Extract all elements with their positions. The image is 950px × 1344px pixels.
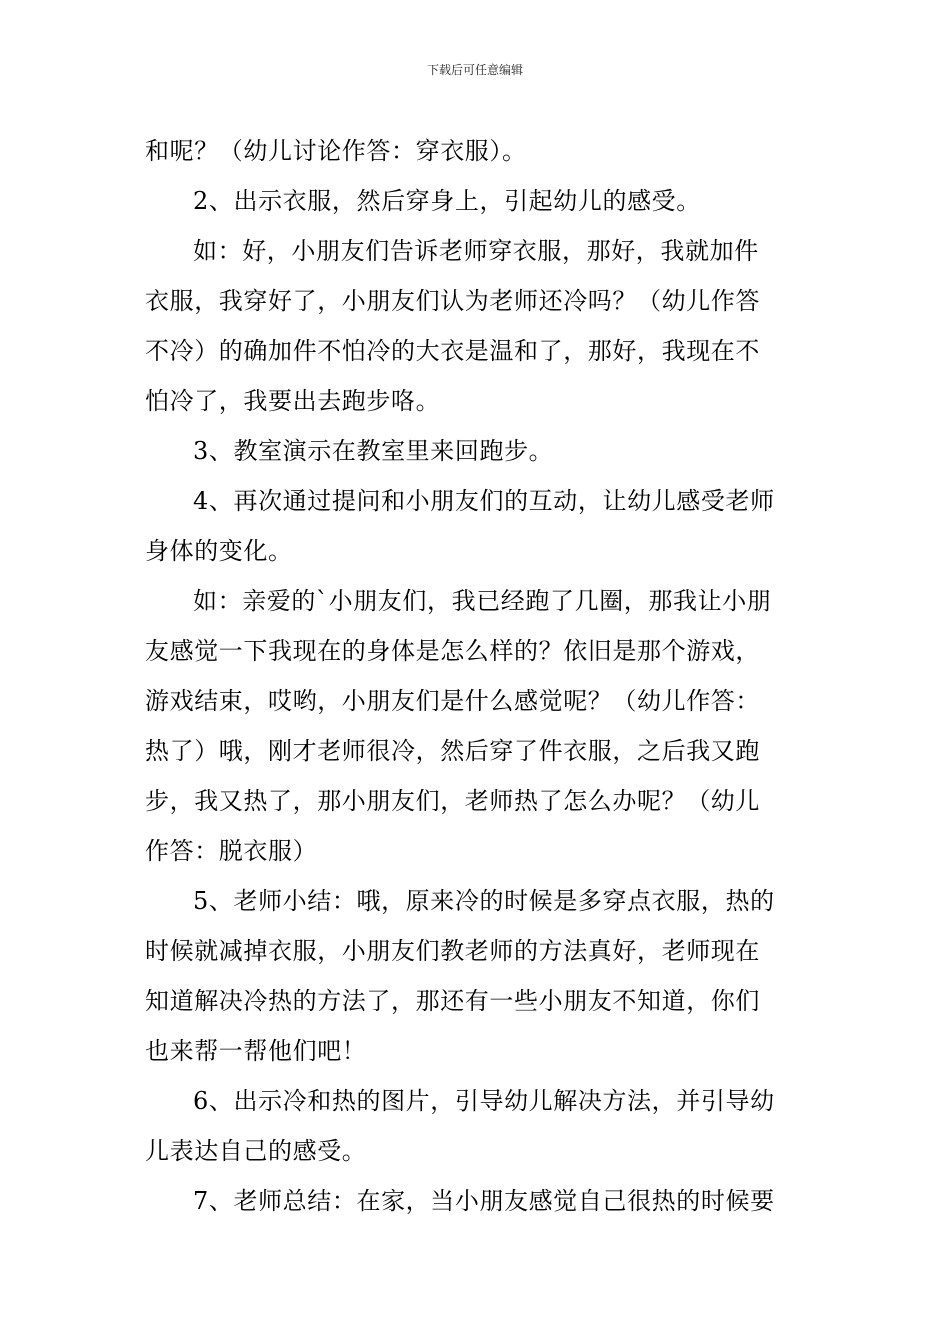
- text-line: 儿表达自己的感受。: [145, 1137, 367, 1165]
- paragraph-step-4: 4、再次通过提问和小朋友们的互动，让幼儿感受老师: [193, 487, 775, 515]
- text-line: 身体的变化。: [145, 537, 293, 565]
- document-body: [145, 126, 810, 1226]
- text-line: 友感觉一下我现在的身体是怎么样的？依旧是那个游戏，: [145, 637, 760, 665]
- text-line: 作答：脱衣服）: [145, 837, 318, 865]
- text-line: 时候就减掉衣服，小朋友们教老师的方法真好，老师现在: [145, 937, 760, 965]
- page-header: 下载后可任意编辑: [426, 63, 523, 77]
- text-line: 步，我又热了，那小朋友们，老师热了怎么办呢？（幼儿: [145, 787, 760, 815]
- paragraph-example-2: 如：亲爱的`小朋友们，我已经跑了几圈，那我让小朋: [193, 587, 772, 615]
- paragraph-step-7: 7、老师总结：在家，当小朋友感觉自己很热的时候要: [193, 1187, 775, 1215]
- text-line: 知道解决冷热的方法了，那还有一些小朋友不知道，你们: [145, 987, 760, 1015]
- text-line: 不冷）的确加件不怕冷的大衣是温和了，那好，我现在不: [145, 337, 760, 365]
- text-line: 怕冷了，我要出去跑步咯。: [145, 387, 441, 415]
- paragraph-step-3: 3、教室演示在教室里来回跑步。: [193, 437, 554, 465]
- text-line: 衣服，我穿好了，小朋友们认为老师还冷吗？（幼儿作答: [145, 287, 760, 315]
- paragraph-step-6: 6、出示冷和热的图片，引导幼儿解决方法，并引导幼: [193, 1087, 775, 1115]
- text-line: 也来帮一帮他们吧！: [145, 1037, 367, 1065]
- paragraph-step-5: 5、老师小结：哦，原来冷的时候是多穿点衣服，热的: [193, 887, 775, 915]
- text-line: 热了）哦，刚才老师很冷，然后穿了件衣服，之后我又跑: [145, 737, 760, 765]
- paragraph-example-1: 如：好，小朋友们告诉老师穿衣服，那好，我就加件: [193, 237, 759, 265]
- text-line: 游戏结束，哎哟，小朋友们是什么感觉呢？（幼儿作答：: [145, 687, 760, 715]
- text-line: 和呢？（幼儿讨论作答：穿衣服）。: [145, 137, 527, 165]
- paragraph-step-2: 2、出示衣服，然后穿身上，引起幼儿的感受。: [193, 187, 701, 215]
